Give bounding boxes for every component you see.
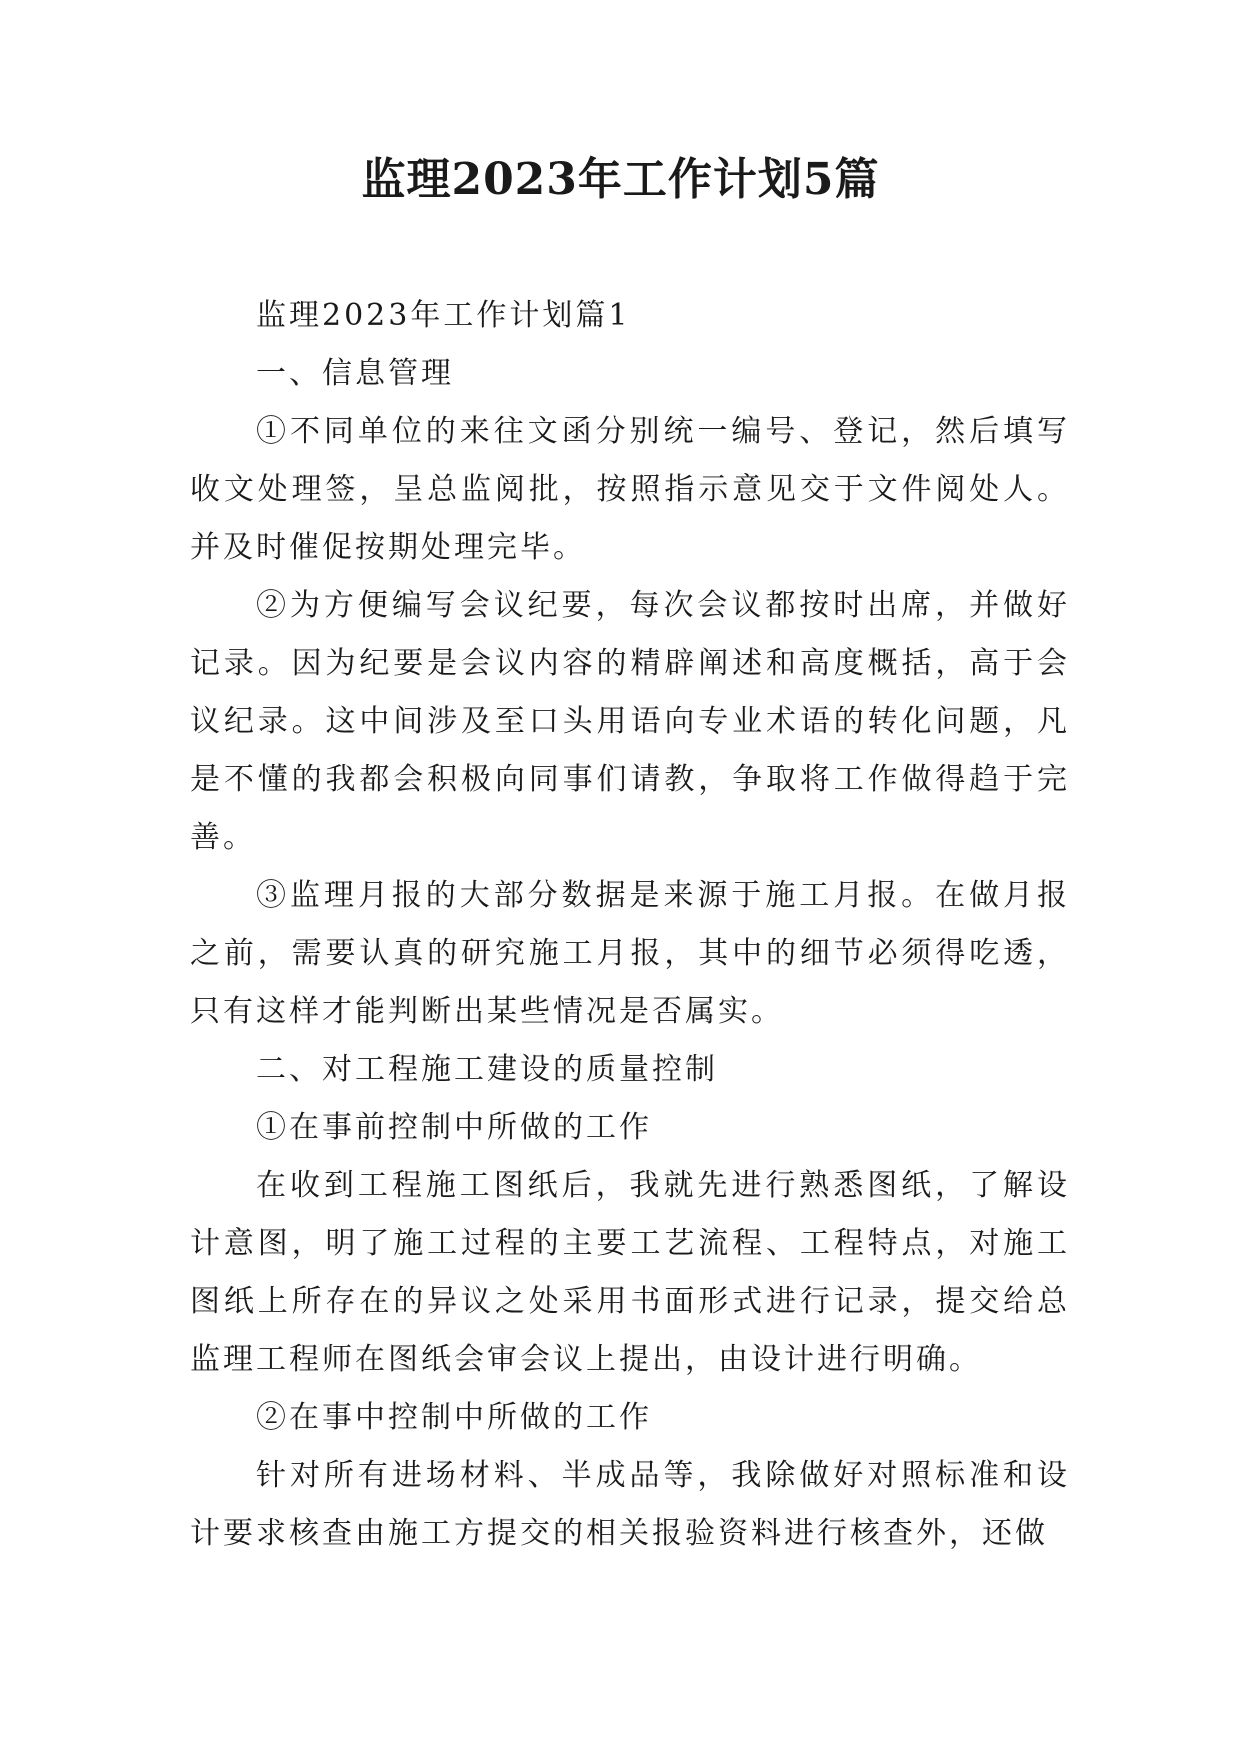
section-heading: 监理2023年工作计划篇1 [256,298,631,333]
item-heading: ②在事中控制中所做的工作 [256,1400,652,1435]
subsection-heading: 一、信息管理 [256,356,454,391]
item-heading: ①在事前控制中所做的工作 [256,1110,652,1145]
body-paragraph: 在收到工程施工图纸后，我就先进行熟悉图纸，了解设计意图，明了施工过程的主要工艺流程、工程特点，对施工图纸上所存在的异议之处采用书面形式进行记录，提交给总监理工程师在图纸会审会议上提出，由设计进行明确。 [190,1168,1070,1377]
body-paragraph: ③监理月报的大部分数据是来源于施工月报。在做月报之前，需要认真的研究施工月报，其中的细节必须得吃透，只有这样才能判断出某些情况是否属实。 [190,878,1070,1029]
body-paragraph: ②为方便编写会议纪要，每次会议都按时出席，并做好记录。因为纪要是会议内容的精辟阐述和高度概括，高于会议纪录。这中间涉及至口头用语向专业术语的转化问题，凡是不懂的我都会积极向同事们请教，争取将工作做得趋于完善。 [190,588,1070,855]
body-paragraph: ①不同单位的来往文函分别统一编号、登记，然后填写收文处理签，呈总监阅批，按照指示意见交于文件阅处人。并及时催促按期处理完毕。 [190,414,1070,565]
document-body [190,287,1070,1563]
document-title: 监理2023年工作计划5篇 [361,154,880,205]
body-paragraph: 针对所有进场材料、半成品等，我除做好对照标准和设计要求核查由施工方提交的相关报验资料进行核查外，还做 [190,1458,1070,1551]
subsection-heading: 二、对工程施工建设的质量控制 [256,1052,718,1087]
